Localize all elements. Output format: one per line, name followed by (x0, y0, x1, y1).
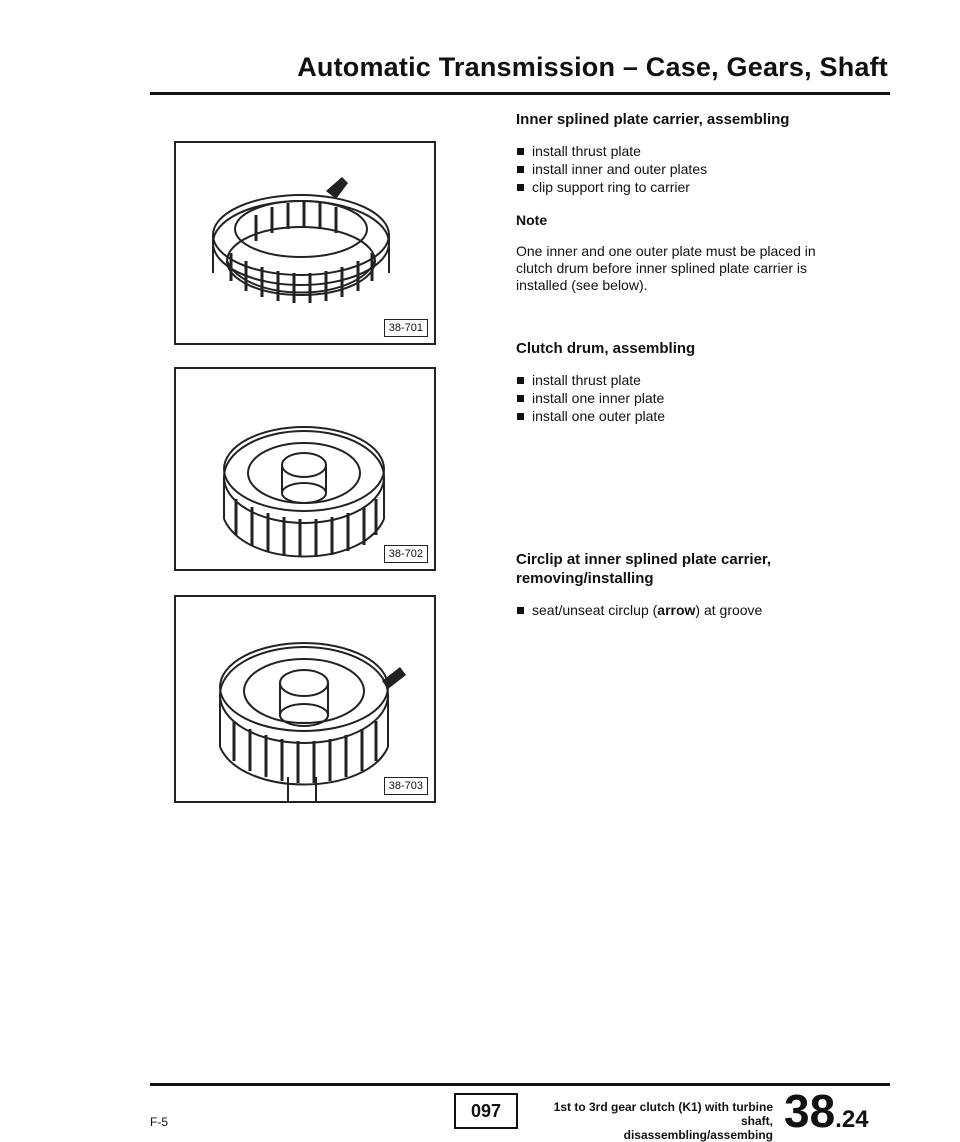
footer-rule (150, 1083, 890, 1086)
section-clutch-drum (516, 339, 896, 426)
figure-label: 38-701 (384, 319, 428, 337)
bullet-icon (517, 166, 524, 173)
list-item: install one inner plate (516, 390, 896, 407)
bullet-icon (517, 607, 524, 614)
arrow-icon (326, 177, 348, 199)
figure-label: 38-703 (384, 777, 428, 795)
clutch-drum-illustration (176, 369, 434, 569)
plate-carrier-illustration (176, 143, 434, 343)
page-number: 38.24 (784, 1085, 869, 1137)
bullet-icon (517, 413, 524, 420)
bullet-icon (517, 377, 524, 384)
list-item: seat/unseat circlup (arrow) at groove (516, 602, 896, 619)
page-title: Automatic Transmission – Case, Gears, Shaft (297, 52, 888, 82)
section-circlip (516, 550, 896, 620)
list-item: install inner and outer plates (516, 161, 896, 178)
bullet-list (516, 602, 896, 619)
figure-circlip (174, 595, 436, 803)
list-item: install thrust plate (516, 143, 896, 160)
footer-description: 1st to 3rd gear clutch (K1) with turbine shaft, disassembling/assembing (553, 1100, 773, 1142)
section-title: Circlip at inner splined plate carrier, removing/installing (516, 551, 772, 587)
list-item: install one outer plate (516, 408, 896, 425)
section-inner-splined (516, 110, 896, 294)
figure-clutch-drum (174, 367, 436, 571)
section-title: Clutch drum, assembling (516, 340, 696, 357)
figure-plate-carrier (174, 141, 436, 345)
section-title: Inner splined plate carrier, assembling (516, 111, 790, 128)
header-rule (150, 92, 890, 95)
figure-label: 38-702 (384, 545, 428, 563)
bullet-list (516, 372, 896, 425)
note-title: Note (516, 212, 548, 228)
bullet-list (516, 143, 896, 196)
footer-code: F-5 (150, 1115, 168, 1129)
note-body: One inner and one outer plate must be placed in clutch drum before inner splined plate carrier is installed (see below). (516, 243, 816, 293)
circlip-illustration (176, 597, 434, 801)
bullet-icon (517, 184, 524, 191)
bullet-icon (517, 395, 524, 402)
list-item: install thrust plate (516, 372, 896, 389)
bullet-icon (517, 148, 524, 155)
footer-box: 097 (454, 1093, 518, 1129)
list-item: clip support ring to carrier (516, 179, 896, 196)
